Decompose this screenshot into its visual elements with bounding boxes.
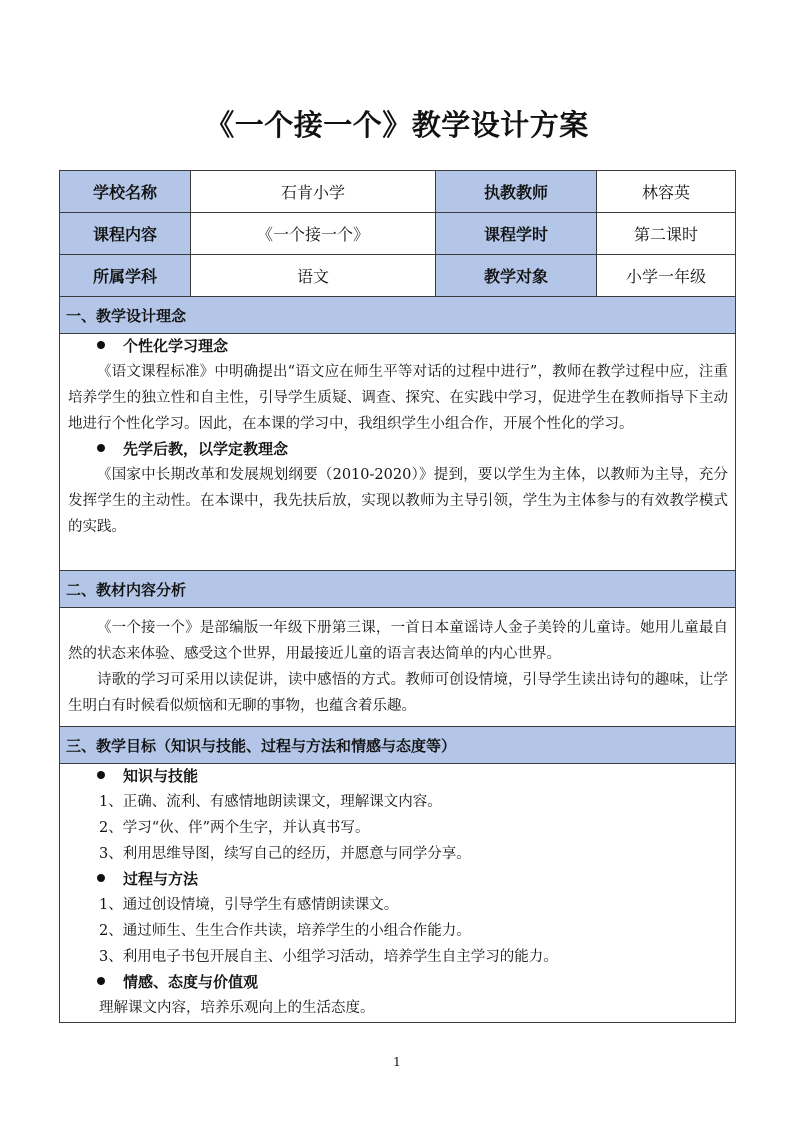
section1-body-row	[60, 334, 736, 571]
section1-para1: 《语文课程标准》中明确提出“语文应在师生平等对话的过程中进行”，教师在教学过程中应，注重培养学生的独立性和自主性，引导学生质疑、调查、探究、在实践中学习，促进学生在教师指导下主动地进行个性化学习。因此，在本课的学习中，我组织学生小组合作，开展个性化的学习。	[68, 364, 728, 432]
goal-process-2: 2、通过师生、生生合作共读，培养学生的小组合作能力。	[99, 923, 471, 939]
audience-value: 小学一年级	[597, 255, 736, 297]
section1-content	[60, 334, 735, 540]
section2-para1: 《一个接一个》是部编版一年级下册第三课，一首日本童谣诗人金子美铃的儿童诗。她用儿童最自然的状态来体验、感受这个世界，用最接近儿童的语言表达简单的内心世界。	[68, 620, 728, 662]
section3-bullet2	[68, 867, 728, 892]
section3-heading-row	[60, 727, 736, 764]
subject-label: 所属学科	[60, 255, 191, 297]
audience-label: 教学对象	[436, 255, 597, 297]
bullet-text: 过程与方法	[123, 870, 199, 888]
section2-heading-row	[60, 571, 736, 608]
teacher-value: 林容英	[597, 171, 736, 213]
bullet-text: 个性化学习理念	[123, 337, 229, 355]
section1-heading-row	[60, 297, 736, 334]
bullet-text: 先学后教，以学定教理念	[123, 440, 289, 458]
school-value: 石肯小学	[191, 171, 436, 213]
subject-value: 语文	[191, 255, 436, 297]
bullet-dot-icon	[97, 771, 105, 779]
goal-knowledge-3: 3、利用思维导图，续写自己的经历，并愿意与同学分享。	[99, 846, 471, 862]
info-row-school	[60, 171, 736, 213]
bullet-dot-icon	[97, 977, 105, 985]
info-row-subject	[60, 255, 736, 297]
section3-bullet1	[68, 764, 728, 789]
section2-para2: 诗歌的学习可采用以读促讲，读中感悟的方式。教师可创设情境，引导学生读出诗句的趣味，让学生明白有时候看似烦恼和无聊的事物，也蕴含着乐趣。	[68, 672, 728, 714]
goal-process-3: 3、利用电子书包开展自主、小组学习活动，培养学生自主学习的能力。	[99, 949, 558, 965]
section1-heading: 一、教学设计理念	[60, 297, 736, 334]
goal-emotion-1: 理解课文内容，培养乐观向上的生活态度。	[99, 1000, 375, 1016]
course-label: 课程内容	[60, 213, 191, 255]
section1-bullet2	[68, 437, 728, 462]
goal-knowledge-1: 1、正确、流利、有感情地朗读课文，理解课文内容。	[99, 794, 442, 810]
bullet-text: 知识与技能	[123, 767, 199, 785]
info-row-course	[60, 213, 736, 255]
bullet-text: 情感、态度与价值观	[123, 973, 259, 991]
school-label: 学校名称	[60, 171, 191, 213]
goal-knowledge-2: 2、学习“伙、伴”两个生字，并认真书写。	[99, 820, 370, 836]
bullet-dot-icon	[97, 444, 105, 452]
section1-para2: 《国家中长期改革和发展规划纲要（2010-2020）》提到，要以学生为主体，以教师为主导，充分发挥学生的主动性。在本课中，我先扶后放，实现以教师为主导引领，学生为主体参与的有效教学模式的实践。	[68, 467, 728, 535]
lesson-plan-table	[59, 170, 736, 1023]
bullet-dot-icon	[97, 874, 105, 882]
section3-body-row	[60, 764, 736, 1023]
section3-content	[60, 764, 735, 1021]
goal-process-1: 1、通过创设情境，引导学生有感情朗读课文。	[99, 897, 399, 913]
bullet-dot-icon	[97, 341, 105, 349]
section3-bullet3	[68, 970, 728, 995]
period-value: 第二课时	[597, 213, 736, 255]
section1-bullet1	[68, 334, 728, 359]
teacher-label: 执教教师	[436, 171, 597, 213]
period-label: 课程学时	[436, 213, 597, 255]
course-value: 《一个接一个》	[191, 213, 436, 255]
page-title: 《一个接一个》教学设计方案	[205, 108, 589, 142]
page-number: 1	[393, 1055, 401, 1069]
section2-body-row	[60, 608, 736, 727]
section2-content	[60, 615, 735, 719]
section3-heading: 三、教学目标（知识与技能、过程与方法和情感与态度等）	[60, 727, 736, 764]
section2-heading: 二、教材内容分析	[60, 571, 736, 608]
